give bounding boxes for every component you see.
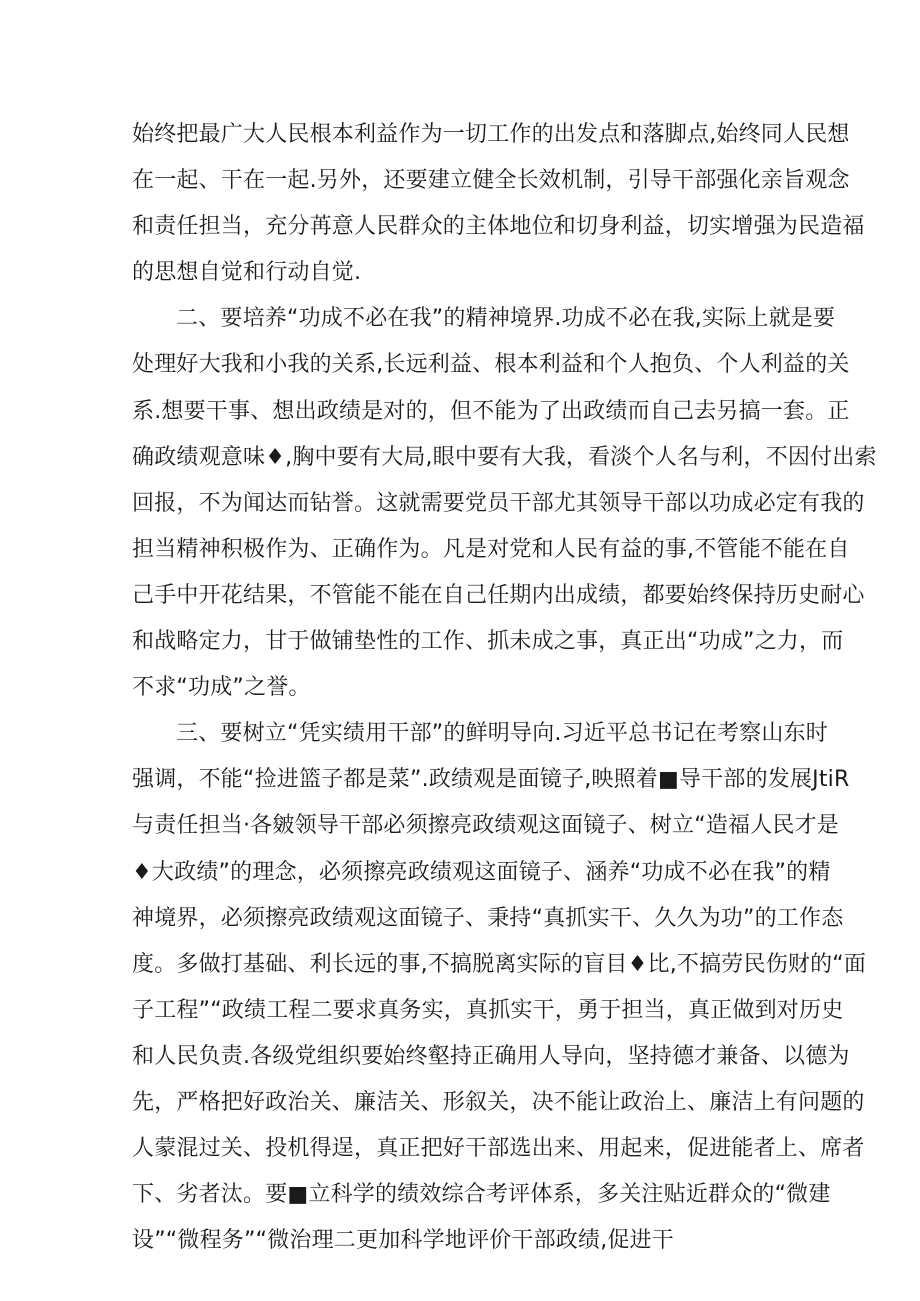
text-line: 己手中开花结果，不管能不能在自己任期内出成绩，都要始终保持历史耐心 bbox=[132, 582, 865, 608]
text-line: 在一起、干在一起.另外，还要建立健全长效机制，引导干部强化亲旨观念 bbox=[132, 168, 850, 194]
paragraph-start-line: 二、要培养“功成不必在我”的精神境界.功成不必在我,实际上就是要 bbox=[176, 306, 836, 332]
text-line: 子工程”“政绩工程二要求真务实，真抓实干，勇于担当，真正做到对历史 bbox=[132, 997, 844, 1023]
text-line: 和战略定力，甘于做铺垫性的工作、抓未成之事，真正出“功成”之力，而 bbox=[132, 629, 844, 655]
text-line: 处理好大我和小我的关系,长远利益、根本利益和个人抱负、个人利益的关 bbox=[132, 352, 850, 378]
text-line: 强调，不能“捡进篮子都是菜”.政绩观是面镜子,映照着■导干部的发展JtiR bbox=[132, 767, 850, 793]
text-line: 担当精神积极作为、正确作为。凡是对党和人民有益的事,不管能不能在自 bbox=[132, 536, 850, 562]
text-line: 和人民负责.各级党组织要始终壑持正确用人导向，坚持德才兼备、以德为 bbox=[132, 1043, 850, 1069]
text-line: 度。多做打基础、利长远的事,不搞脱离实际的盲目♦比,不搞劳民伤财的“面 bbox=[132, 951, 867, 977]
text-line: 不求“功成”之誉。 bbox=[132, 675, 311, 701]
text-line: 始终把最广大人民根本利益作为一切工作的出发点和落脚点,始终同人民想 bbox=[132, 122, 850, 147]
text-line: 和责任担当，充分苒意人民群众的主体地位和切身利益，切实增强为民造福 bbox=[132, 214, 865, 240]
body-text bbox=[132, 112, 877, 1264]
text-line: 下、劣者汰。要■立科学的绩效综合考评体系，多关注贴近群众的“微建 bbox=[132, 1182, 831, 1208]
text-line: 的思想自觉和行动自觉. bbox=[132, 260, 362, 286]
text-line: 与责任担当·各皴领导干部必须擦亮政绩观这面镜子、树立“造福人民才是 bbox=[132, 813, 839, 839]
text-line: 设”“微程务”“微治理二更加科学地评价干部政绩,促进干 bbox=[132, 1228, 674, 1254]
text-line: 人蒙混过关、投机得逞，真正把好干部选出来、用起来，促进能者上、席者 bbox=[132, 1136, 865, 1162]
text-line: 回报，不为闻达而钻誉。这就需要党员干部尤其领导干部以功成必定有我的 bbox=[132, 490, 865, 516]
text-line: 先，严格把好政治关、廉洁关、形叙关，决不能让政治上、廉洁上有问题的 bbox=[132, 1089, 865, 1115]
paragraph-start-line: 三、要树立“凭实绩用干部”的鲜明导向.习近平总书记在考察山东时 bbox=[176, 721, 828, 747]
text-line: 神境界，必须擦亮政绩观这面镜子、秉持“真抓实干、久久为功”的工作态 bbox=[132, 905, 844, 931]
text-line: 确政绩观意味♦,胸中要有大局,眼中要有大我，看淡个人名与利，不因付出索 bbox=[132, 444, 877, 470]
text-line: 系.想要干事、想出政绩是对的，但不能为了出政绩而自己去另搞一套。正 bbox=[132, 398, 850, 424]
text-line: ♦大政绩”的理念，必须擦亮政绩观这面镜子、涵养“功成不必在我”的精 bbox=[132, 859, 831, 885]
